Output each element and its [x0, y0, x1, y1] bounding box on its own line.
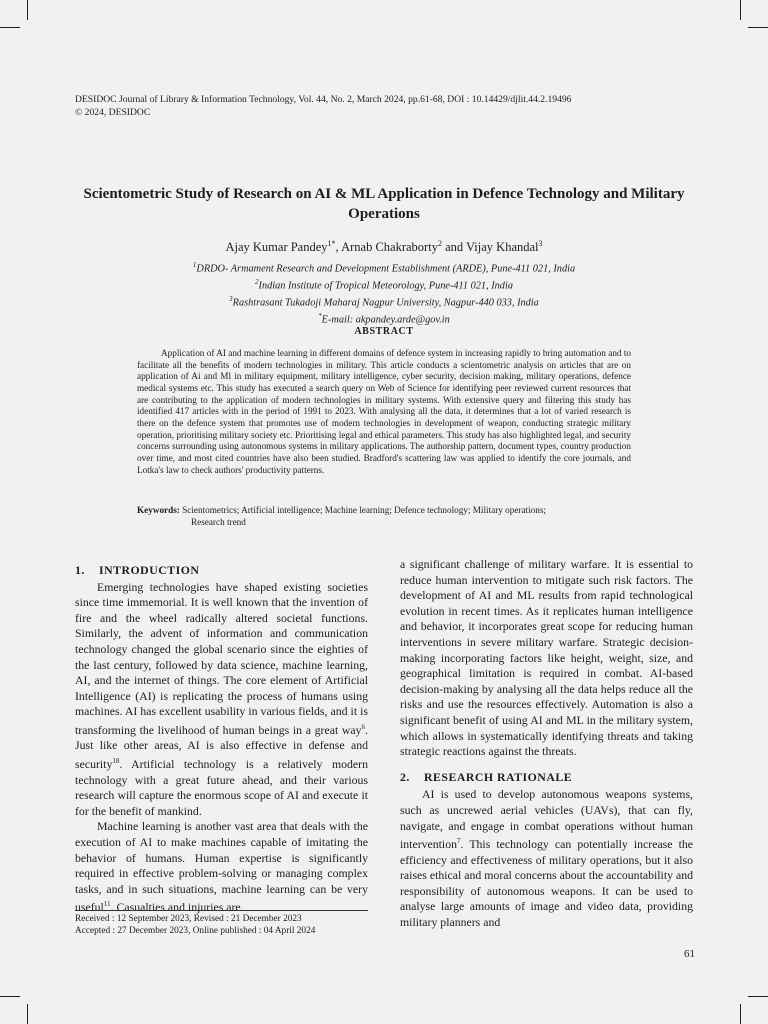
section-title: INTRODUCTION	[99, 563, 200, 577]
affiliation: $^3$Rashtrasant Tukadoji Maharaj Nagpur University, Nagpur-440 033, India	[229, 295, 539, 309]
paragraph: AI is used to develop autonomous weapons systems, such as uncrewed aerial vehicles (UAVs), that can fly, navigate, and engage in combat operations without human intervention$^7$. This technology can potentially increase the efficiency and effectiveness of military operations, but it also raises ethical and moral concerns about the accountability and responsibility of autonomous weapons. It can be used to analyse large amounts of image and video data, providing military planners and	[400, 787, 693, 929]
keywords	[137, 504, 631, 528]
accepted-line: Accepted : 27 December 2023, Online published : 04 April 2024	[75, 926, 316, 937]
abstract-text: Application of AI and machine learning in different domains of defence system in increasing rapidly to bring automation and to facilitate all the benefits of modern technologies in military. This article conducts a scientometric analysis on articles that are on application of Ai and Ml in military equipment, military intelligence, cyber security, decision making, military operations, defence medical systems etc. This study has executed a search query on Web of Science for identifying peer reviewed current resources that are contributing to the application of modern technologies in military systems. With extensive query and filtering this study has identified 417 articles with in the period of 1991 to 2023. With analysing all the data, it determines that a lot of varied research is there on the defence system that promotes use of modern technologies in development of weapon, conducting strategic military operation, prioritising military society etc. Prioritising legal and ethical parameters. This study has also highlighted legal, and security concerns surrounding using autonomous systems in military applications. The authorship pattern, document types, country production over time, and most cited countries have also been studied. Bradford's scattering law was applied to identify the core journals, and Lotka's law to check authors' productivity patterns.	[137, 348, 631, 475]
affiliation: $^1$DRDO- Armament Research and Development Establishment (ARDE), Pune-411 021, India	[192, 261, 576, 275]
section-number: 1.	[75, 563, 85, 577]
author-affiliation-mark: 2	[437, 239, 442, 248]
publication-dates	[75, 910, 368, 937]
keywords-line: Scientometrics; Artificial intelligence; Machine learning; Defence technology; Military operations;	[182, 505, 546, 515]
keywords-line: Research trend	[191, 517, 246, 527]
paragraph: Emerging technologies have shaped existing societies since time immemorial. It is well known that the invention of fire and the wheel radically altered societal functions. Similarly, the advent of information and communication technology changed the global scenario since the eighties of the last century, followed by data science, machine learning, AI, and the internet of things. The core element of Artificial Intelligence (AI) is replicating the process of humans using machines. AI has excellent usability in various fields, and it is transforming the livelihood of human beings in a great way$^6$. Just like other areas, AI is also effective in defense and security$^{18}$. Artificial technology is a relatively modern technology with a great future ahead, and their various research will capture the enormous scope of AI and execute it for the benefit of mankind.	[75, 579, 368, 818]
citation-ref: 11	[103, 900, 111, 909]
paper-title: Scientometric Study of Research on AI & ML Application in Defence Technology and Military Operations	[83, 186, 685, 222]
section-number: 2.	[400, 769, 410, 784]
affiliation: $^2$Indian Institute of Tropical Meteorology, Pune-411 021, India	[255, 278, 513, 292]
right-column	[400, 557, 693, 931]
author-name: Arnab Chakraborty	[341, 240, 438, 255]
crop-mark	[27, 0, 28, 20]
section-heading-research-rationale	[400, 770, 693, 786]
citation-ref: 7	[457, 837, 461, 846]
crop-mark	[748, 996, 768, 997]
section-title: RESEARCH RATIONALE	[424, 769, 573, 784]
journal-header	[75, 94, 571, 119]
section-heading-introduction	[75, 563, 368, 579]
author-name: Vijay Khandal	[466, 240, 539, 255]
affiliation-list	[60, 259, 708, 327]
citation-ref: 18	[112, 757, 120, 766]
author-list: Ajay Kumar Pandey$^{1*}$, Arnab Chakraborty$^2$ and Vijay Khandal$^3$	[225, 239, 543, 255]
received-line: Received : 12 September 2023, Revised : 21 December 2023	[75, 914, 302, 924]
abstract-heading: ABSTRACT	[354, 326, 414, 337]
author-affiliation-mark: 3	[538, 239, 543, 248]
paragraph: Machine learning is another vast area that deals with the execution of AI to make machines capable of imitating the behavior of humans. Human expertise is significantly required in effective problem-solving or managing complex tasks, and in such situations, machine learning can be very useful$^{11}$. Casualties and injuries are	[75, 819, 368, 915]
author-name: Ajay Kumar Pandey	[225, 240, 328, 255]
citation-ref: 6	[361, 722, 366, 731]
paragraph: a significant challenge of military warfare. It is essential to reduce human intervention to mitigate such risk factors. The development of AI and ML results from rapid technological evolution in recent times. As it replicates human intelligence and behavior, it incorporates great scope for reducing human interventions in severe military warfare. Strategic decision-making incorporating factors like height, weight, size, and geographical limitation is required in combat. AI-based decision-making by analysing all the data helps reduce all the risks and use the resources effectively. Automation is also a significant benefit of using AI and ML in the military system, which allows in systematically identifying threats and taking strategic reactions against the threats.	[400, 557, 693, 759]
crop-mark	[27, 1004, 28, 1024]
author-affiliation-mark: 1*	[327, 239, 336, 248]
crop-mark	[748, 27, 768, 28]
citation-line: DESIDOC Journal of Library & Information Technology, Vol. 44, No. 2, March 2024, pp.61-68, DOI : 10.14429/djlit.44.2.19496	[75, 94, 572, 105]
crop-mark	[740, 0, 741, 20]
crop-mark	[740, 1004, 741, 1024]
keywords-label: Keywords:	[137, 505, 180, 515]
copyright-line: © 2024, DESIDOC	[75, 106, 151, 118]
crop-mark	[0, 996, 20, 997]
page-number: 61	[684, 948, 695, 960]
affiliation: *E-mail: akpandey.arde@gov.in	[318, 312, 450, 326]
crop-mark	[0, 27, 20, 28]
left-column	[75, 563, 368, 916]
